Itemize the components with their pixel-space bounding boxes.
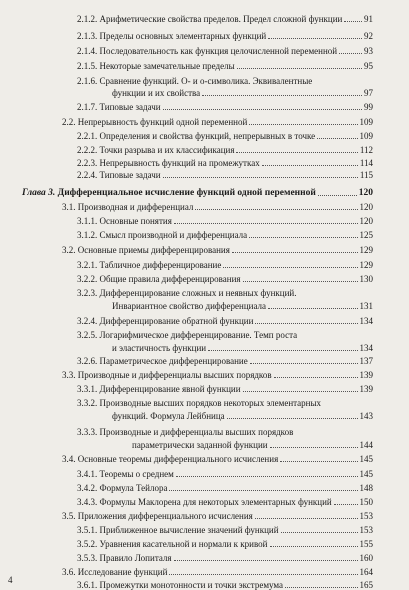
toc-entry bbox=[77, 316, 373, 326]
toc-entry-title: 3.2. Основные приемы дифференцирования bbox=[62, 245, 230, 255]
chapter-heading bbox=[22, 188, 373, 198]
toc-entry bbox=[62, 370, 373, 380]
toc-entry-page: 120 bbox=[359, 216, 373, 226]
toc-entry-page: 155 bbox=[359, 539, 373, 549]
toc-entry-title: 3.4.2. Формула Тейлора bbox=[77, 483, 168, 493]
toc-entry-page: 139 bbox=[359, 370, 373, 380]
toc-entry-page: 145 bbox=[359, 454, 373, 464]
toc-entry bbox=[77, 145, 373, 155]
toc-entry-title: Инвариантное свойство дифференциала bbox=[112, 301, 267, 311]
toc-entry-title: 3.5.2. Уравнения касательной и нормали к кривой bbox=[77, 539, 268, 549]
toc-entry-page: 93 bbox=[364, 46, 373, 56]
toc-entry-title: 3.3.3. Производные и дифференциалы высших порядков bbox=[77, 427, 294, 437]
toc-entry-title: 3.2.4. Дифференцирование обратной функции bbox=[77, 316, 254, 326]
toc-entry-page: 97 bbox=[364, 88, 373, 98]
toc-entry-title: 2.1.4. Последовательность как функция целочисленной переменной bbox=[77, 46, 338, 56]
chapter-title: Дифференциальное исчисление функций одной переменной bbox=[57, 188, 316, 198]
toc-entry bbox=[77, 31, 373, 41]
toc-entry-title: 2.2.4. Типовые задачи bbox=[77, 170, 161, 180]
toc-entry bbox=[77, 525, 373, 535]
toc-entry bbox=[77, 102, 373, 112]
toc-entry-title: 3.3.2. Производные высших порядков некоторых элементарных bbox=[77, 398, 322, 408]
toc-entry-title: 3.2.1. Табличное дифференцирование bbox=[77, 260, 222, 270]
toc-entry-title: 3.2.3. Дифференцирование сложных и неявных функций. bbox=[77, 288, 297, 298]
toc-entry-title: 2.1.7. Типовые задачи bbox=[77, 102, 161, 112]
toc-entry-title: 2.1.2. Арифметические свойства пределов. Предел сложной функции bbox=[77, 14, 343, 24]
toc-entry bbox=[62, 117, 373, 127]
toc-entry bbox=[62, 202, 373, 212]
toc-entry-page: 164 bbox=[359, 567, 373, 577]
toc-entry bbox=[77, 469, 373, 479]
toc-entry bbox=[77, 539, 373, 549]
toc-entry-title: 3.2.6. Параметрическое дифференцирование bbox=[77, 356, 248, 366]
toc-entry bbox=[77, 274, 373, 284]
toc-entry-title: 3.5.1. Приближенное вычисление значений функций bbox=[77, 525, 279, 535]
toc-entry bbox=[77, 580, 373, 590]
toc-entry bbox=[77, 158, 373, 168]
toc-entry-page: 139 bbox=[359, 384, 373, 394]
toc-entry-title: 3.6. Исследование функций bbox=[62, 567, 168, 577]
toc-entry bbox=[77, 497, 373, 507]
toc-entry-page: 129 bbox=[359, 260, 373, 270]
toc-entry-page: 150 bbox=[359, 497, 373, 507]
toc-entry-page: 115 bbox=[359, 170, 373, 180]
toc-entry-page: 145 bbox=[359, 469, 373, 479]
toc-entry-page: 109 bbox=[359, 117, 373, 127]
toc-entry-page: 109 bbox=[359, 131, 373, 141]
toc-entry-title: 3.4.3. Формулы Маклорена для некоторых элементарных функций bbox=[77, 497, 332, 507]
toc-entry-title: 3.5. Приложения дифференциального исчисления bbox=[62, 511, 253, 521]
toc-entry-page: 131 bbox=[359, 301, 373, 311]
toc-entry bbox=[77, 356, 373, 366]
toc-entry bbox=[77, 61, 373, 71]
toc-entry-title: 3.4. Основные теоремы дифференциального исчисления bbox=[62, 454, 279, 464]
toc-entry bbox=[62, 245, 373, 255]
toc-entry-title: 3.1.1. Основные понятия bbox=[77, 216, 172, 226]
toc-entry bbox=[77, 131, 373, 141]
toc-entry-title: 3.6.1. Промежутки монотонности и точки экстремума bbox=[77, 580, 284, 590]
toc-entry bbox=[112, 88, 373, 98]
toc-entry-page: 134 bbox=[359, 343, 373, 353]
toc-entry-title: 2.1.5. Некоторые замечательные пределы bbox=[77, 61, 235, 71]
toc-entry-title: 3.1. Производная и дифференциал bbox=[62, 202, 194, 212]
toc-entry-page: 99 bbox=[364, 102, 373, 112]
toc-entry-title: 3.3. Производные и дифференциалы высших порядков bbox=[62, 370, 272, 380]
toc-entry-title: параметрически заданной функции bbox=[132, 440, 268, 450]
toc-entry-title: 3.4.1. Теоремы о среднем bbox=[77, 469, 174, 479]
toc-entry-page: 153 bbox=[359, 511, 373, 521]
toc-entry-page: 137 bbox=[359, 356, 373, 366]
toc-entry-page: 91 bbox=[364, 14, 373, 24]
toc-entry-page: 125 bbox=[359, 230, 373, 240]
toc-entry-title: 2.2.1. Определения и свойства функций, непрерывных в точке bbox=[77, 131, 316, 141]
toc-entry-title: 3.3.1. Дифференцирование явной функции bbox=[77, 384, 241, 394]
toc-entry bbox=[77, 553, 373, 563]
toc-entry bbox=[62, 454, 373, 464]
toc-entry bbox=[77, 46, 373, 56]
toc-entry bbox=[77, 483, 373, 493]
toc-entry-title: 3.2.2. Общие правила дифференцирования bbox=[77, 274, 241, 284]
toc-entry-title: 2.1.6. Сравнение функций. O- и o-символика. Эквивалентные bbox=[77, 76, 313, 86]
toc-entry-page: 143 bbox=[359, 411, 373, 421]
toc-entry bbox=[112, 301, 373, 311]
toc-entry-page: 120 bbox=[359, 202, 373, 212]
toc-entry bbox=[112, 411, 373, 421]
toc-entry-title: 3.2.5. Логарифмическое дифференцирование. Темп роста bbox=[77, 330, 298, 340]
toc-entry-page: 165 bbox=[359, 580, 373, 590]
toc-entry-page: 130 bbox=[359, 274, 373, 284]
toc-entry bbox=[62, 567, 373, 577]
toc-entry-title: 2.2.2. Точки разрыва и их классификация bbox=[77, 145, 235, 155]
toc-entry-page: 144 bbox=[359, 440, 373, 450]
toc-entry bbox=[62, 511, 373, 521]
toc-entry bbox=[112, 343, 373, 353]
toc-entry-page: 114 bbox=[359, 158, 373, 168]
chapter-label: Глава 3. bbox=[22, 188, 56, 198]
toc-entry bbox=[132, 440, 373, 450]
toc-entry-page: 148 bbox=[359, 483, 373, 493]
toc-entry bbox=[77, 170, 373, 180]
toc-entry bbox=[77, 216, 373, 226]
toc-entry-page: 153 bbox=[359, 525, 373, 535]
toc-entry-title: и эластичность функции bbox=[112, 343, 207, 353]
toc-entry-page: 112 bbox=[359, 145, 373, 155]
toc-entry-page: 160 bbox=[359, 553, 373, 563]
toc-entry-page: 95 bbox=[364, 61, 373, 71]
toc-entry-title: 3.5.3. Правило Лопиталя bbox=[77, 553, 172, 563]
toc-entry-title: функций. Формула Лейбница bbox=[112, 411, 225, 421]
toc-entry bbox=[77, 384, 373, 394]
toc-entry-title: 3.1.2. Смысл производной и дифференциала bbox=[77, 230, 248, 240]
toc-entry-page: 134 bbox=[359, 316, 373, 326]
toc-entry-title: функции и их свойства bbox=[112, 88, 201, 98]
toc-entry-title: 2.2. Непрерывность функций одной переменной bbox=[62, 117, 248, 127]
toc-entry-title: 2.2.3. Непрерывность функций на промежутках bbox=[77, 158, 260, 168]
page-number: 4 bbox=[8, 575, 13, 585]
toc-entry-page: 92 bbox=[364, 31, 373, 41]
toc-entry-title: 2.1.3. Пределы основных элементарных функций bbox=[77, 31, 267, 41]
toc-entry bbox=[77, 14, 373, 24]
toc-entry bbox=[77, 260, 373, 270]
toc-entry-page: 129 bbox=[359, 245, 373, 255]
toc-entry-page: 120 bbox=[358, 188, 373, 198]
toc-entry bbox=[77, 230, 373, 240]
